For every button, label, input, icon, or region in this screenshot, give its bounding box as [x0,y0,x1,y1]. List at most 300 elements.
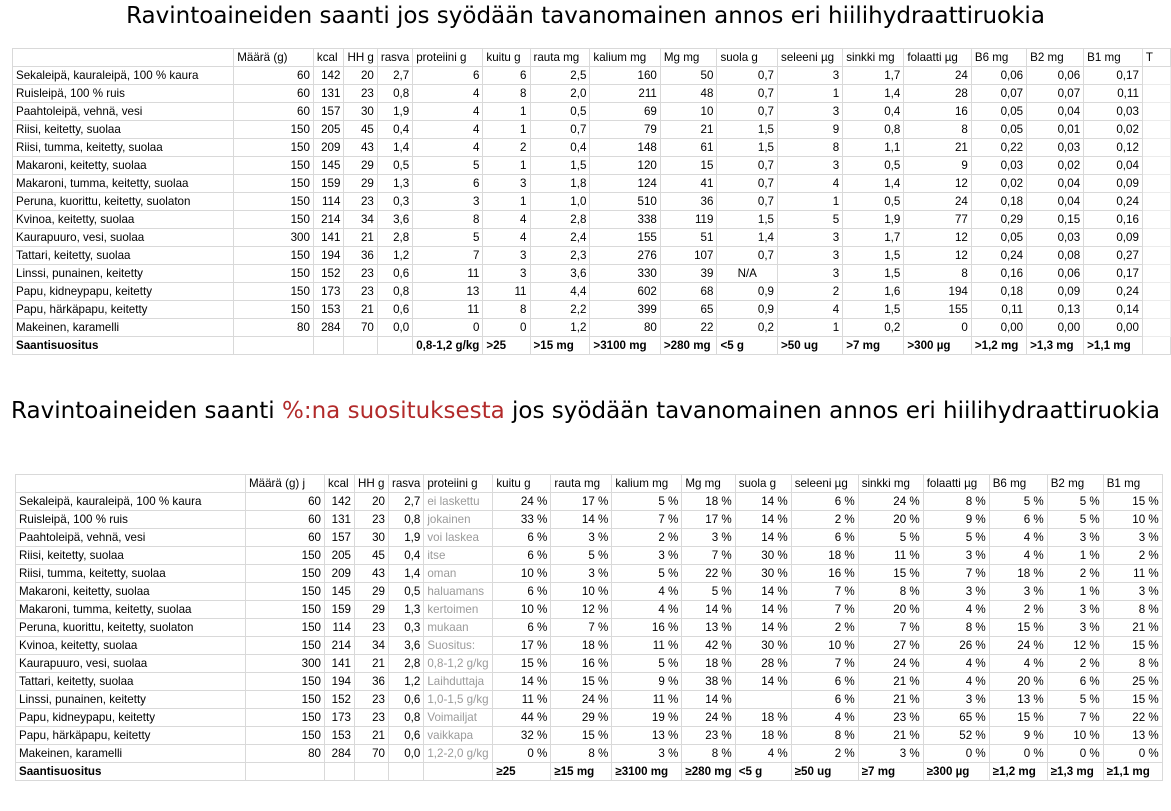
value-cell: 15 % [1103,637,1162,655]
value-cell: 0 % [493,745,551,763]
value-cell: 21 % [858,727,923,745]
value-cell: 0,6 [389,691,424,709]
value-cell: 6 [413,175,483,193]
value-cell: 20 % [858,601,923,619]
recommendation-cell: >50 ug [778,337,843,355]
value-cell: 26 % [923,637,989,655]
table-row [13,139,1171,157]
value-cell: 153 [313,301,344,319]
value-cell: 0,03 [1027,229,1084,247]
value-cell: 0,24 [971,247,1026,265]
value-cell: 80 [246,745,325,763]
recommendation-cell: ≥1,2 mg [989,763,1047,781]
value-cell: 30 [344,103,377,121]
value-cell: 5 % [1047,691,1103,709]
food-name-cell: Kvinoa, keitetty, suolaa [13,211,234,229]
column-header: B6 mg [971,49,1026,67]
value-cell [1142,283,1170,301]
value-cell: 15 % [989,709,1047,727]
food-name-cell: Makeinen, karamelli [16,745,246,763]
recommendation-cell [424,763,493,781]
value-cell: 8 % [1103,601,1162,619]
food-name-cell: Makaroni, keitetty, suolaa [16,583,246,601]
value-cell: 0,02 [1027,157,1084,175]
value-cell: 2,4 [530,229,590,247]
value-cell: 21 % [858,673,923,691]
value-cell: 60 [234,103,314,121]
column-header: HH g [355,475,389,493]
value-cell: 0,0 [389,745,424,763]
value-cell: 150 [234,247,314,265]
value-cell: 17 % [493,637,551,655]
value-cell: 150 [246,691,325,709]
value-cell: 0,13 [1027,301,1084,319]
value-cell: 5 % [1047,511,1103,529]
value-cell: 4 % [612,601,682,619]
value-cell [1142,265,1170,283]
value-cell [1142,319,1170,337]
value-cell: 0,24 [1084,283,1143,301]
value-cell: 15 % [858,565,923,583]
column-header: seleeni µg [778,49,843,67]
value-cell: 131 [325,511,355,529]
value-cell: 2 % [791,511,858,529]
value-cell [1142,175,1170,193]
value-cell: 209 [325,565,355,583]
value-cell: 79 [590,121,660,139]
value-cell: 0,7 [530,121,590,139]
table-row [16,691,1163,709]
value-cell: 60 [234,85,314,103]
value-cell: 3 % [612,547,682,565]
value-cell: 0 % [923,745,989,763]
value-cell: 1,5 [843,247,904,265]
recommendation-cell [377,337,412,355]
value-cell: 12 % [1047,637,1103,655]
value-cell: 0,17 [1084,67,1143,85]
column-header: folaatti µg [923,475,989,493]
value-cell: 1 [778,85,843,103]
column-header: B1 mg [1084,49,1143,67]
value-cell: 80 [234,319,314,337]
value-cell: 1 [483,157,530,175]
value-cell: 152 [313,265,344,283]
value-cell: haluamans [424,583,493,601]
value-cell: 21 [355,655,389,673]
value-cell: Laihduttaja [424,673,493,691]
value-cell: 2 % [1103,547,1162,565]
food-name-cell: Sekaleipä, kauraleipä, 100 % kaura [16,493,246,511]
table-row [16,511,1163,529]
value-cell: 0,8 [377,85,412,103]
recommendation-cell: >7 mg [843,337,904,355]
value-cell: 276 [590,247,660,265]
value-cell: 160 [590,67,660,85]
value-cell: 1 % [1047,583,1103,601]
column-header: proteiini g [413,49,483,67]
recommendation-cell: ≥300 µg [923,763,989,781]
value-cell: 5 % [612,493,682,511]
value-cell: 0,5 [530,103,590,121]
food-name-cell: Makeinen, karamelli [13,319,234,337]
value-cell: 9 [904,157,972,175]
value-cell: 48 [660,85,717,103]
value-cell: 159 [313,175,344,193]
value-cell [1142,229,1170,247]
value-cell: 330 [590,265,660,283]
value-cell: 2,8 [389,655,424,673]
recommendation-cell: <5 g [717,337,778,355]
value-cell: 14 % [493,673,551,691]
value-cell: 131 [313,85,344,103]
food-name-cell: Riisi, tumma, keitetty, suolaa [16,565,246,583]
value-cell: 29 [344,157,377,175]
value-cell: 3 % [923,547,989,565]
value-cell: 12 [904,247,972,265]
value-cell: 0,9 [717,301,778,319]
value-cell: 284 [313,319,344,337]
value-cell: 141 [325,655,355,673]
header-row [16,475,1163,493]
value-cell: 0,06 [1027,265,1084,283]
value-cell: 18 % [989,565,1047,583]
value-cell: 1,4 [377,139,412,157]
value-cell: 4 % [989,547,1047,565]
value-cell: 21 % [1103,619,1162,637]
value-cell: 8 [413,211,483,229]
value-cell: 13 % [1103,727,1162,745]
recommendation-row [16,763,1163,781]
value-cell: 0,18 [971,283,1026,301]
food-name-cell: Paahtoleipä, vehnä, vesi [16,529,246,547]
food-name-cell: Makaroni, tumma, keitetty, suolaa [13,175,234,193]
value-cell: 7 % [791,583,858,601]
value-cell: 0,04 [1084,157,1143,175]
value-cell: 33 % [493,511,551,529]
value-cell: 0,11 [971,301,1026,319]
table-row [16,583,1163,601]
value-cell: 1,3 [389,601,424,619]
value-cell: 0,8 [377,283,412,301]
value-cell: 1,0-1,5 g/kg [424,691,493,709]
food-name-cell: Makaroni, tumma, keitetty, suolaa [16,601,246,619]
value-cell: 150 [234,265,314,283]
value-cell: 13 % [612,727,682,745]
value-cell: 5 % [612,655,682,673]
value-cell: 157 [325,529,355,547]
value-cell: N/A [717,265,778,283]
table-row [13,175,1171,193]
recommendation-label: Saantisuositus [16,763,246,781]
column-header: folaatti µg [904,49,972,67]
value-cell: 3 [778,265,843,283]
value-cell: 17 % [551,493,612,511]
table-row [16,601,1163,619]
value-cell: 23 [344,85,377,103]
value-cell: 3 % [551,529,612,547]
value-cell: 2 % [612,529,682,547]
food-name-cell: Kvinoa, keitetty, suolaa [16,637,246,655]
value-cell: 2 % [791,619,858,637]
recommendation-cell: >25 [483,337,530,355]
value-cell: 0,7 [717,247,778,265]
value-cell: 9 % [989,727,1047,745]
value-cell: 30 % [735,565,791,583]
value-cell: 150 [234,211,314,229]
value-cell: 24 % [682,709,735,727]
table-row [13,67,1171,85]
value-cell: 1,5 [717,121,778,139]
value-cell: 20 [344,67,377,85]
value-cell: 16 % [551,655,612,673]
value-cell: 1,0 [530,193,590,211]
value-cell: 1,2-2,0 g/kg [424,745,493,763]
value-cell: 21 [344,301,377,319]
recommendation-cell: ≥7 mg [858,763,923,781]
value-cell: 4 [778,301,843,319]
value-cell: 0,07 [971,85,1026,103]
value-cell: 211 [590,85,660,103]
value-cell: 12 [904,229,972,247]
value-cell: 0,00 [971,319,1026,337]
value-cell: 1,1 [843,139,904,157]
value-cell: 34 [355,637,389,655]
value-cell: 3 % [923,691,989,709]
value-cell: 24 [904,193,972,211]
value-cell: 22 % [682,565,735,583]
value-cell [1142,157,1170,175]
value-cell: 6 % [493,547,551,565]
value-cell: 150 [246,637,325,655]
value-cell: 3 [413,193,483,211]
value-cell: 0,02 [971,175,1026,193]
value-cell: 8 [904,265,972,283]
value-cell: 0,00 [1084,319,1143,337]
value-cell: 6 % [493,583,551,601]
value-cell: 14 % [682,691,735,709]
value-cell: 141 [313,229,344,247]
value-cell: 27 % [858,637,923,655]
value-cell: 3 [778,229,843,247]
value-cell: 150 [246,565,325,583]
value-cell: 0,7 [717,85,778,103]
value-cell: mukaan [424,619,493,637]
value-cell: 50 [660,67,717,85]
value-cell: 205 [325,547,355,565]
column-header: HH g [344,49,377,67]
value-cell: 68 [660,283,717,301]
value-cell: 8 % [858,583,923,601]
value-cell: 23 [355,511,389,529]
value-cell: 7 % [791,601,858,619]
recommendation-label: Saantisuositus [13,337,234,355]
value-cell: 0,09 [1027,283,1084,301]
recommendation-cell: >300 µg [904,337,972,355]
value-cell: 7 % [791,655,858,673]
value-cell: 22 % [1103,709,1162,727]
header-row [13,49,1171,67]
table-row [13,247,1171,265]
value-cell: 2,7 [389,493,424,511]
value-cell: 1,3 [377,175,412,193]
value-cell: 3 % [858,745,923,763]
value-cell: 150 [246,547,325,565]
food-name-cell: Riisi, keitetty, suolaa [13,121,234,139]
value-cell [735,691,791,709]
value-cell: 150 [246,673,325,691]
value-cell: 0,7 [717,103,778,121]
column-header: Määrä (g) j [246,475,325,493]
value-cell: 17 % [682,511,735,529]
bottom-title-start: Ravintoaineiden saanti [11,398,282,424]
value-cell: 0,05 [971,121,1026,139]
value-cell: 10 [660,103,717,121]
value-cell: 0 [483,319,530,337]
value-cell: 21 [660,121,717,139]
value-cell: 23 [344,283,377,301]
value-cell [1142,211,1170,229]
value-cell: 4 [413,103,483,121]
value-cell: 0,01 [1027,121,1084,139]
table-row [16,619,1163,637]
value-cell: 150 [246,583,325,601]
value-cell: 0,29 [971,211,1026,229]
value-cell: 10 % [551,583,612,601]
value-cell: 14 % [735,493,791,511]
value-cell: 4 % [735,745,791,763]
value-cell: 2,7 [377,67,412,85]
value-cell: 0,16 [971,265,1026,283]
column-header-food [13,49,234,67]
value-cell: 300 [246,655,325,673]
value-cell: 3 [483,175,530,193]
value-cell: 119 [660,211,717,229]
value-cell: 5 % [923,529,989,547]
value-cell: 1,9 [389,529,424,547]
value-cell: 0,03 [1027,139,1084,157]
value-cell: 7 % [1047,709,1103,727]
value-cell: 338 [590,211,660,229]
value-cell: 28 % [735,655,791,673]
value-cell: 1,5 [843,301,904,319]
value-cell: 70 [355,745,389,763]
value-cell: 43 [355,565,389,583]
value-cell: 18 % [791,547,858,565]
value-cell: 1,4 [843,175,904,193]
value-cell: 13 % [682,619,735,637]
value-cell: 14 % [682,601,735,619]
value-cell: 18 % [682,493,735,511]
value-cell: 124 [590,175,660,193]
value-cell: 11 % [858,547,923,565]
value-cell: 14 % [735,583,791,601]
value-cell: 23 [355,619,389,637]
table-row [13,211,1171,229]
value-cell: 4 [413,85,483,103]
value-cell: 4 % [923,601,989,619]
recommendation-cell: >280 mg [660,337,717,355]
value-cell: 152 [325,691,355,709]
value-cell [1142,247,1170,265]
value-cell: 3,6 [389,637,424,655]
value-cell: 0,5 [843,157,904,175]
food-name-cell: Kaurapuuro, vesi, suolaa [13,229,234,247]
value-cell: 36 [344,247,377,265]
value-cell: 14 % [735,511,791,529]
value-cell: 145 [313,157,344,175]
value-cell: 0,15 [1027,211,1084,229]
column-header: rasva [389,475,424,493]
value-cell: 1,8 [530,175,590,193]
value-cell: 16 [904,103,972,121]
column-header: Määrä (g) [234,49,314,67]
column-header: T [1142,49,1170,67]
value-cell: 2 [483,139,530,157]
table-row [13,319,1171,337]
value-cell: 24 % [989,637,1047,655]
food-name-cell: Peruna, kuorittu, keitetty, suolaton [13,193,234,211]
value-cell: 3 [778,247,843,265]
value-cell: 20 [355,493,389,511]
column-header: rauta mg [551,475,612,493]
value-cell: 11 % [612,691,682,709]
value-cell: 8 % [551,745,612,763]
value-cell: 3 % [1103,583,1162,601]
value-cell: 23 % [682,727,735,745]
value-cell: ei laskettu [424,493,493,511]
recommendation-cell [355,763,389,781]
value-cell [1142,103,1170,121]
value-cell: 3 % [1103,529,1162,547]
value-cell: 29 [355,601,389,619]
value-cell: 0,4 [843,103,904,121]
value-cell: 1,4 [389,565,424,583]
value-cell: 1 [778,319,843,337]
value-cell: 4 % [989,529,1047,547]
value-cell: 24 % [858,655,923,673]
value-cell: 142 [325,493,355,511]
column-header: B2 mg [1027,49,1084,67]
value-cell: 7 % [923,565,989,583]
value-cell: 3 % [1047,529,1103,547]
recommendation-cell [313,337,344,355]
value-cell: 29 % [551,709,612,727]
value-cell: 19 % [612,709,682,727]
value-cell: 153 [325,727,355,745]
column-header: kuitu g [493,475,551,493]
value-cell: 7 [413,247,483,265]
value-cell: 0 [904,319,972,337]
recommendation-cell [344,337,377,355]
value-cell: 10 % [1103,511,1162,529]
value-cell: 13 % [989,691,1047,709]
value-cell: 60 [246,529,325,547]
recommendation-cell: ≥1,3 mg [1047,763,1103,781]
value-cell: 0,6 [377,301,412,319]
value-cell: 6 % [1047,673,1103,691]
value-cell [1142,85,1170,103]
food-name-cell: Linssi, punainen, keitetty [16,691,246,709]
value-cell: 214 [325,637,355,655]
value-cell: 18 % [682,655,735,673]
value-cell: 0,7 [717,193,778,211]
column-header: kalium mg [612,475,682,493]
value-cell: 150 [234,121,314,139]
value-cell: 8 [483,301,530,319]
value-cell: 4 [483,229,530,247]
food-name-cell: Papu, härkäpapu, keitetty [13,301,234,319]
value-cell: 45 [344,121,377,139]
